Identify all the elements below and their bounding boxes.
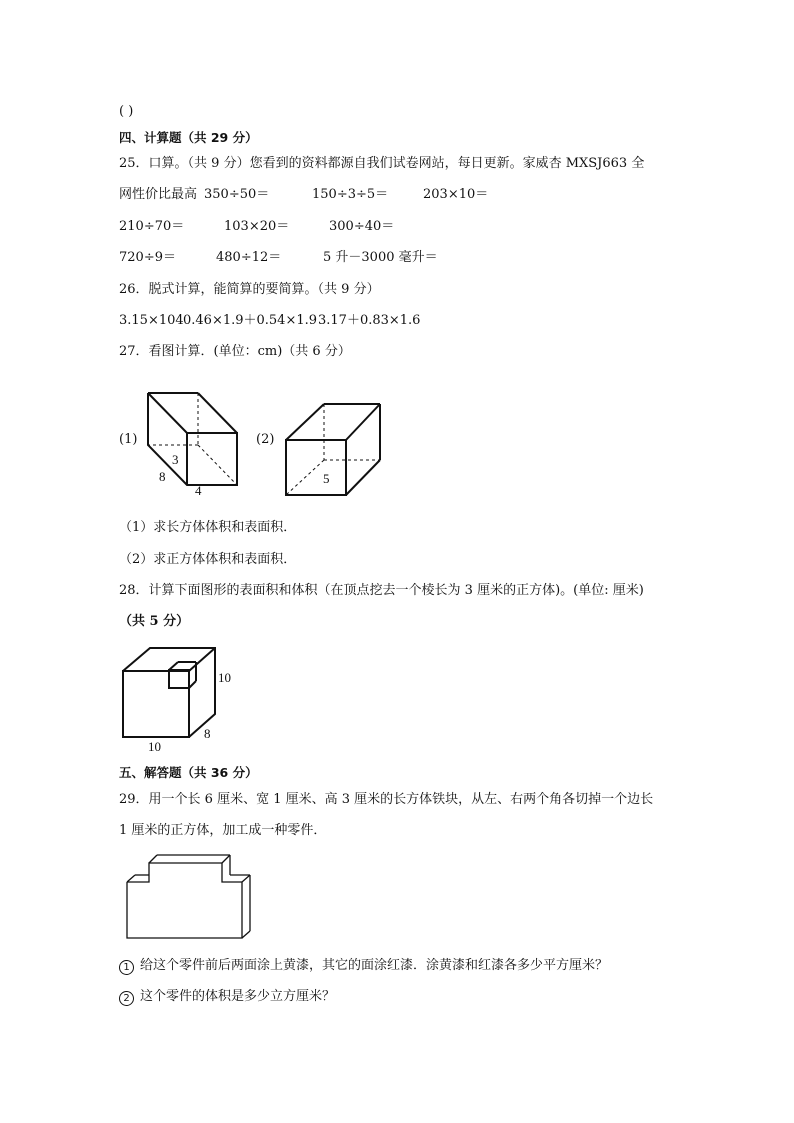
q28-score: （共 5 分） xyxy=(119,614,190,629)
q29-sub2-text: 这个零件的体积是多少立方厘米？ xyxy=(140,989,336,1004)
q27-fig2-dim-edge: 5 xyxy=(323,471,330,486)
q25-r2-c1: 210÷70＝ xyxy=(119,219,185,234)
q25-line2-prefix: 网性价比最高 xyxy=(119,187,198,202)
q29-line1: 29．用一个长 6 厘米、宽 1 厘米、高 3 厘米的长方体铁块，从左、右两个角各切掉一个边长 xyxy=(119,792,654,807)
q28-dim-depth: 8 xyxy=(204,726,211,741)
q27-sub2: （2）求正方体体积和表面积． xyxy=(119,552,297,567)
circled-number-1: 1 xyxy=(119,960,134,975)
q25-r3-c3: 5 升－3000 毫升＝ xyxy=(323,250,438,265)
q28-dim-bottom: 10 xyxy=(148,739,161,754)
q27-fig1-dim-length: 4 xyxy=(195,483,202,498)
q25-r1-c2: 150÷3÷5＝ xyxy=(312,187,389,202)
q25-r3-c2: 480÷12＝ xyxy=(216,250,282,265)
section-5-title: 五、解答题（共 36 分） xyxy=(119,765,258,780)
q25-r2-c2: 103×20＝ xyxy=(224,219,290,234)
q25-r2-c3: 300÷40＝ xyxy=(329,219,395,234)
q27-fig1-dim-width: 8 xyxy=(159,469,166,484)
q25-r3-c1: 720÷9＝ xyxy=(119,250,176,265)
circled-number-2: 2 xyxy=(119,991,134,1006)
q26-expr-3: 3.17＋0.83×1.6 xyxy=(318,313,421,328)
q29-sub2 xyxy=(119,989,335,1006)
q29-sub1-text: 给这个零件前后两面涂上黄漆，其它的面涂红漆．涂黄漆和红漆各多少平方厘米？ xyxy=(140,958,609,973)
q25-r1-c3: 203×10＝ xyxy=(423,187,489,202)
q29-line2: 1 厘米的正方体，加工成一种零件． xyxy=(119,823,327,838)
q27-title: 27．看图计算．(单位：cm)（共 6 分） xyxy=(119,344,351,359)
q28-title: 28．计算下面图形的表面积和体积（在顶点挖去一个棱长为 3 厘米的正方体)。(单位: 厘米) xyxy=(119,583,644,598)
q27-cube-figure xyxy=(284,402,384,502)
q29-sub1 xyxy=(119,958,608,975)
q26-title: 26．脱式计算，能简算的要简算。（共 9 分） xyxy=(119,282,380,297)
q27-fig2-label: (2) xyxy=(256,432,275,447)
q28-notched-cube-figure xyxy=(120,646,240,756)
q29-part-figure xyxy=(124,850,264,945)
section-4-title: 四、计算题（共 29 分） xyxy=(119,130,258,145)
q27-fig1-label: (1) xyxy=(119,432,138,447)
q28-dim-right: 10 xyxy=(218,670,231,685)
q26-expr-1: 3.15×104 xyxy=(119,313,184,328)
q25-line1: 25．口算。（共 9 分）您看到的资料都源自我们试卷网站，每日更新。家威杏 MXSJ663 全 xyxy=(119,156,645,171)
q26-expr-2: 0.46×1.9＋0.54×1.9 xyxy=(183,313,318,328)
q27-fig1-dim-height: 3 xyxy=(172,452,179,467)
answer-parenthesis: ( ) xyxy=(119,104,134,119)
q25-r1-c1: 350÷50＝ xyxy=(204,187,270,202)
q27-cuboid-figure xyxy=(140,390,240,498)
q27-sub1: （1）求长方体体积和表面积． xyxy=(119,520,297,535)
